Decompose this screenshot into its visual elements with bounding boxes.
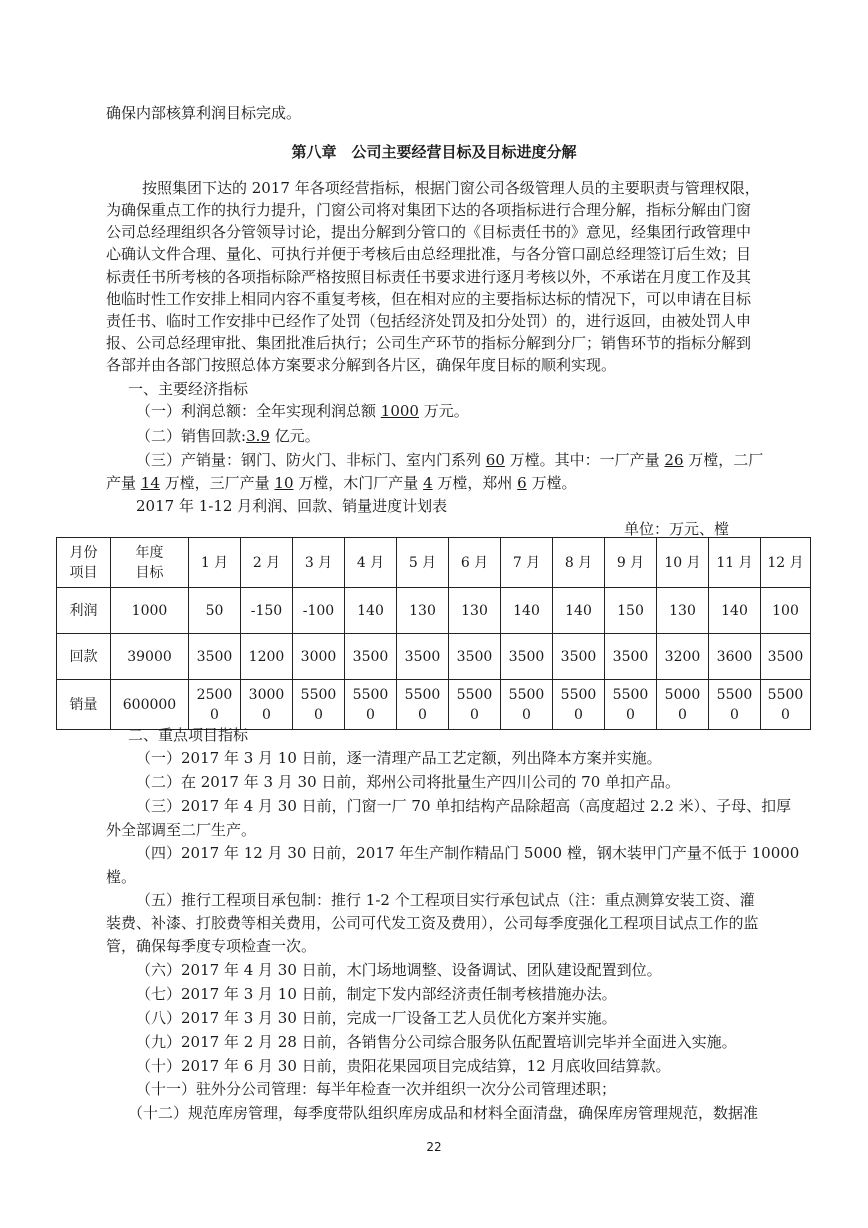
list-item: 樘。	[106, 868, 137, 886]
item-value: 60	[485, 451, 505, 469]
table-cell: 140	[345, 588, 397, 634]
paragraph-line: 心确认文件合理、量化、可执行并便于考核后由总经理批准，与各分管口副总经理签订后生效；目	[106, 245, 752, 263]
table-cell: 3000	[293, 634, 345, 680]
cell-part: 0	[781, 706, 790, 723]
item-text: 万樘，三厂产量	[159, 474, 275, 492]
list-item: （二）在 2017 年 3 月 30 日前，郑州公司将批量生产四川公司的 70 单扣产品。	[136, 773, 681, 791]
item-value: 4	[423, 474, 433, 492]
table-caption: 2017 年 1-12 月利润、回款、销量进度计划表	[136, 497, 448, 515]
item-value: 14	[140, 474, 160, 492]
list-item: （九）2017 年 2 月 28 日前，各销售分公司综合服务队伍配置培训完毕并全面进入实施。	[136, 1033, 737, 1051]
table-cell: 50	[189, 588, 241, 634]
month-header-cell: 5 月	[397, 538, 449, 588]
item-profit	[136, 400, 469, 422]
table-cell: 3500	[397, 634, 449, 680]
month-header-cell: 11 月	[709, 538, 761, 588]
list-item: （十二）规范库房管理，每季度带队组织库房成品和材料全面清盘，确保库房管理规范，数据准	[128, 1104, 759, 1122]
item-output-line1	[136, 449, 763, 471]
table-cell	[189, 680, 241, 730]
table-row-collection	[57, 634, 811, 680]
paragraph-line: 为确保重点工作的执行力提升，门窗公司将对集团下达的各项指标进行合理分解，指标分解由门窗	[106, 201, 752, 219]
list-item: （三）2017 年 4 月 30 日前，门窗一厂 70 单扣结构产品除超高（高度超过 2.2 米）、子母、扣厚	[136, 797, 792, 815]
item-value: 26	[664, 451, 684, 469]
month-header-cell: 3 月	[293, 538, 345, 588]
table-cell: 3500	[345, 634, 397, 680]
table-cell: 3500	[605, 634, 657, 680]
table-cell	[761, 680, 811, 730]
item-value: 1000	[380, 402, 419, 420]
item-value: 10	[274, 474, 294, 492]
table-cell	[293, 680, 345, 730]
intro-line: 确保内部核算利润目标完成。	[106, 104, 302, 122]
header-text: 目标	[135, 564, 164, 581]
table-cell: 3500	[553, 634, 605, 680]
table-cell: 100	[761, 588, 811, 634]
month-header-cell: 7 月	[501, 538, 553, 588]
header-text: 年度	[135, 544, 164, 561]
item-text: 万樘，二厂	[683, 451, 764, 469]
table-cell	[345, 680, 397, 730]
progress-plan-table	[56, 537, 811, 730]
table-cell	[657, 680, 709, 730]
table-cell	[397, 680, 449, 730]
section1-title: 一、主要经济指标	[128, 380, 249, 398]
item-value: 3.9	[246, 427, 270, 445]
table-cell: -150	[241, 588, 293, 634]
item-text: 万元。	[418, 402, 469, 420]
item-text: （三）产销量：钢门、防火门、非标门、室内门系列	[136, 451, 486, 469]
page-number: 22	[426, 1140, 442, 1154]
row-target: 1000	[111, 588, 189, 634]
item-text: 万樘，郑州	[432, 474, 518, 492]
month-header-cell: 12 月	[761, 538, 811, 588]
table-cell: 3500	[189, 634, 241, 680]
month-header-cell: 2 月	[241, 538, 293, 588]
table-cell	[449, 680, 501, 730]
table-cell: 3600	[709, 634, 761, 680]
header-target-cell	[111, 538, 189, 588]
table-cell: -100	[293, 588, 345, 634]
item-text: （二）销售回款:	[136, 427, 247, 445]
month-header-cell: 8 月	[553, 538, 605, 588]
cell-part: 0	[366, 706, 375, 723]
cell-part: 5500	[404, 686, 441, 703]
item-text: 产量	[106, 474, 141, 492]
cell-part: 5500	[560, 686, 597, 703]
cell-part: 0	[314, 706, 323, 723]
item-text: 万樘，木门厂产量	[293, 474, 424, 492]
cell-part: 0	[418, 706, 427, 723]
header-text: 月份	[69, 544, 98, 561]
list-item: （八）2017 年 3 月 30 日前，完成一厂设备工艺人员优化方案并实施。	[136, 1009, 617, 1027]
cell-part: 5500	[612, 686, 649, 703]
cell-part: 5500	[508, 686, 545, 703]
cell-part: 5000	[664, 686, 701, 703]
cell-part: 2500	[196, 686, 233, 703]
cell-part: 0	[470, 706, 479, 723]
list-item: 装费、补漆、打胶费等相关费用，公司可代发工资及费用），公司每季度强化工程项目试点工作的监	[106, 914, 759, 932]
table-row-sales	[57, 680, 811, 730]
list-item: （十一）驻外分公司管理：每半年检查一次并组织一次分公司管理述职；	[136, 1080, 617, 1098]
list-item: 外全部调至二厂生产。	[106, 821, 257, 839]
list-item: （十）2017 年 6 月 30 日前，贵阳花果园项目完成结算，12 月底收回结算款。	[136, 1057, 671, 1075]
table-cell	[605, 680, 657, 730]
row-label: 利润	[57, 588, 111, 634]
cell-part: 0	[626, 706, 635, 723]
paragraph-line: 各部并由各部门按照总体方案要求分解到各片区，确保年度目标的顺利实现。	[106, 356, 617, 374]
table-cell	[501, 680, 553, 730]
row-label: 回款	[57, 634, 111, 680]
paragraph-line: 责任书、临时工作安排中已经作了处罚（包括经济处罚及扣分处罚）的，进行返回，由被处罚人申	[106, 312, 752, 330]
list-item: （一）2017 年 3 月 10 日前，逐一清理产品工艺定额，列出降本方案并实施。	[136, 749, 662, 767]
table-cell: 3500	[501, 634, 553, 680]
table-cell: 130	[657, 588, 709, 634]
table-cell: 1200	[241, 634, 293, 680]
row-label: 销量	[57, 680, 111, 730]
table-cell: 130	[397, 588, 449, 634]
paragraph-line: 按照集团下达的 2017 年各项经营指标，根据门窗公司各级管理人员的主要职责与管理权限，	[142, 179, 760, 197]
list-item: （六）2017 年 4 月 30 日前，木门场地调整、设备调试、团队建设配置到位。	[136, 961, 662, 979]
cell-part: 0	[730, 706, 739, 723]
table-cell: 3500	[761, 634, 811, 680]
list-item: 管，确保每季度专项检查一次。	[106, 937, 317, 955]
table-cell: 130	[449, 588, 501, 634]
cell-part: 5500	[352, 686, 389, 703]
month-header-cell: 6 月	[449, 538, 501, 588]
list-item: （七）2017 年 3 月 10 日前，制定下发内部经济责任制考核措施办法。	[136, 985, 617, 1003]
item-value: 6	[517, 474, 527, 492]
paragraph-line: 标责任书所考核的各项指标除严格按照目标责任书要求进行逐月考核以外，不承诺在月度工作及其	[106, 268, 752, 286]
row-target: 39000	[111, 634, 189, 680]
item-collection	[136, 425, 320, 447]
header-text: 项目	[69, 564, 98, 581]
cell-part: 5500	[300, 686, 337, 703]
table-cell: 140	[501, 588, 553, 634]
cell-part: 5500	[716, 686, 753, 703]
paragraph-line: 报、公司总经理审批、集团批准后执行；公司生产环节的指标分解到分厂；销售环节的指标分解到	[106, 334, 752, 352]
table-header-row	[57, 538, 811, 588]
item-text: 万樘。	[526, 474, 577, 492]
table-cell: 140	[709, 588, 761, 634]
chapter-title: 第八章 公司主要经营目标及目标进度分解	[291, 143, 577, 161]
table-cell	[241, 680, 293, 730]
table-cell	[553, 680, 605, 730]
cell-part: 3000	[248, 686, 285, 703]
header-corner-cell	[57, 538, 111, 588]
item-text: 亿元。	[269, 427, 320, 445]
row-target: 600000	[111, 680, 189, 730]
item-text: （一）利润总额：全年实现利润总额	[136, 402, 381, 420]
unit-label: 单位：万元、樘	[624, 520, 730, 538]
month-header-cell: 1 月	[189, 538, 241, 588]
section2-title: 二、重点项目指标	[128, 726, 249, 744]
month-header-cell: 9 月	[605, 538, 657, 588]
list-item: （四）2017 年 12 月 30 日前，2017 年生产制作精品门 5000 樘，钢木装甲门产量不低于 10000	[136, 844, 800, 862]
month-header-cell: 10 月	[657, 538, 709, 588]
paragraph-line: 公司总经理组织各分管领导讨论，提出分解到分管口的《目标责任书的》意见，经集团行政管理中	[106, 223, 752, 241]
cell-part: 5500	[456, 686, 493, 703]
cell-part: 0	[210, 706, 219, 723]
item-text: 万樘。其中：一厂产量	[504, 451, 665, 469]
cell-part: 0	[678, 706, 687, 723]
item-output-line2	[106, 472, 576, 494]
table-cell	[709, 680, 761, 730]
table-cell: 3500	[449, 634, 501, 680]
cell-part: 5500	[767, 686, 804, 703]
paragraph-line: 他临时性工作安排上相同内容不重复考核，但在相对应的主要指标达标的情况下，可以申请在目标	[106, 290, 752, 308]
table-cell: 150	[605, 588, 657, 634]
table-row-profit	[57, 588, 811, 634]
list-item: （五）推行工程项目承包制：推行 1-2 个工程项目实行承包试点（注：重点测算安装工资、灌	[136, 891, 755, 909]
table-cell: 140	[553, 588, 605, 634]
cell-part: 0	[522, 706, 531, 723]
cell-part: 0	[262, 706, 271, 723]
cell-part: 0	[574, 706, 583, 723]
month-header-cell: 4 月	[345, 538, 397, 588]
table-cell: 3200	[657, 634, 709, 680]
